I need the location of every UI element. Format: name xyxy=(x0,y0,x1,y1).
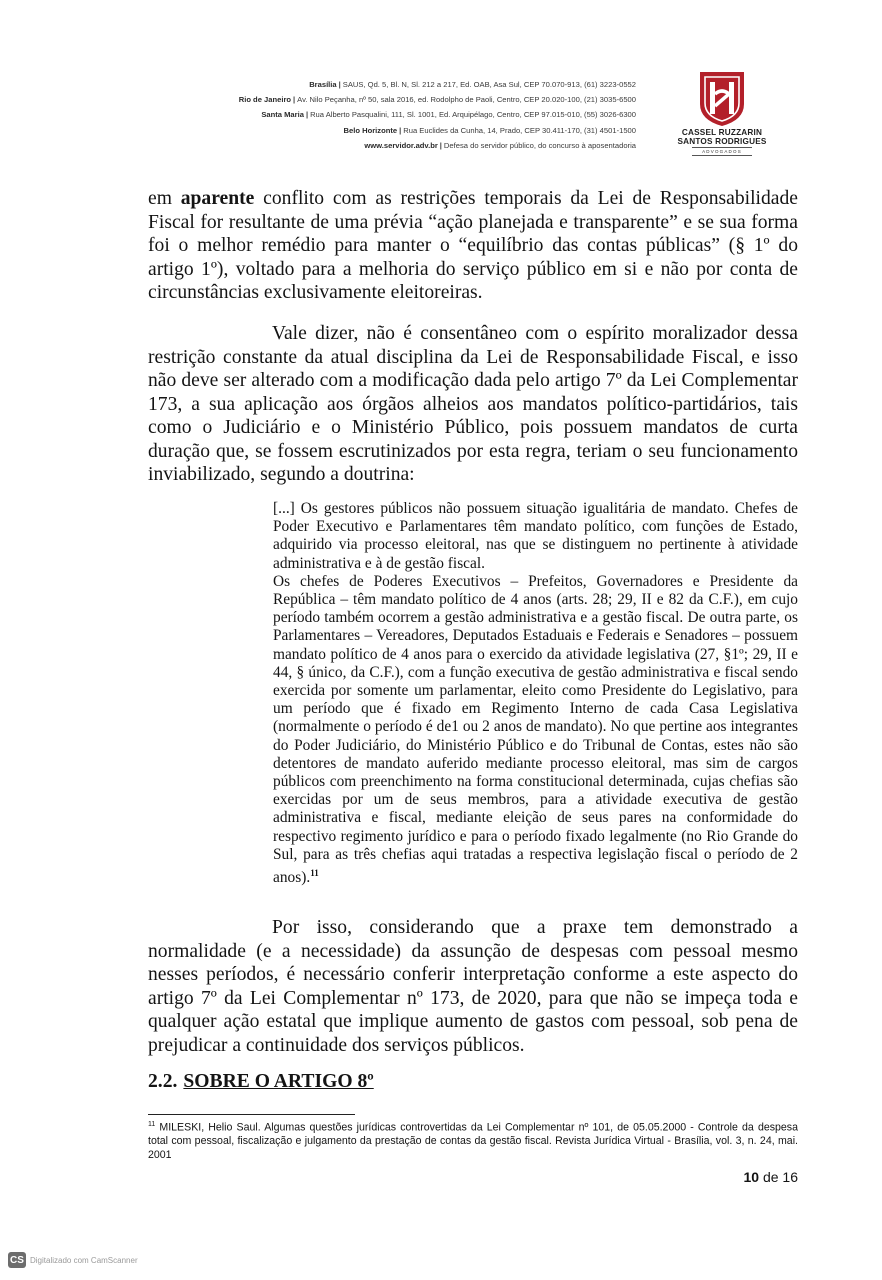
website-line: www.servidor.adv.br | Defesa do servidor público, do concurso à aposentadoria xyxy=(364,140,636,150)
footnote-number: 11 xyxy=(148,1121,156,1128)
paragraph-3: Por isso, considerando que a praxe tem demonstrado a normalidade (e a necessidade) da assunção de despesas com pessoal mesmo nesses períodos, é necessário conferir interpretação conforme a este aspecto do artigo 7º da Lei Complementar nº 173, de 2020, para que não se impeça toda e qualquer ação estatal que implique aumento de gastos com pessoal, sob pena de prejudicar a continuidade dos serviços públicos. xyxy=(148,917,798,1056)
quote-paragraph-1: [...] Os gestores públicos não possuem situação igualitária de mandato. Chefes de Poder Executivo e Parlamentares têm mandato político, com funções de Estado, adquirido via processo eleitoral, nas que se distinguem no pertinente à atividade administrativa e à de gestão fiscal. xyxy=(273,500,798,572)
page-number: 10 de 16 xyxy=(743,1169,798,1185)
logo-line-3: ADVOGADOS xyxy=(692,147,752,156)
shield-logo-icon xyxy=(697,70,747,128)
logo-line-2: SANTOS RODRIGUES xyxy=(677,137,767,146)
scanner-label: Digitalizado com CamScanner xyxy=(30,1255,138,1265)
emphasis-text: aparente xyxy=(180,188,255,209)
logo-line-1: CASSEL RUZZARIN xyxy=(681,128,763,137)
footnote-reference[interactable]: 11 xyxy=(310,868,319,879)
current-page: 10 xyxy=(743,1169,760,1185)
footnote: $^{11}$ MILESKI, Helio Saul. Algumas questões jurídicas controvertidas da Lei Complementar nº 101, de 05.05.2000 - Controle da despesa total com pessoal, fiscalização e julgamento da prestação de contas da gestão fiscal. Revista Jurídica Virtual - Brasília, vol. 3, n. 24, mai. 2001 xyxy=(148,1121,798,1161)
address-line: Rio de Janeiro | Av. Nilo Peçanha, nº 50, sala 2016, ed. Rodolpho de Paoli, Centro, CEP 20.020-100, (21) 3035-6500 xyxy=(238,95,636,105)
footnote-divider xyxy=(148,1114,355,1115)
quote-paragraph-2: Os chefes de Poderes Executivos – Prefeitos, Governadores e Presidente da República – têm mandato político de 4 anos (arts. 28; 29, II e 82 da C.F.), em cujo período também ocorrem a gestão administrativa e a gestão fiscal. De outra parte, os Parlamentares – Vereadores, Deputados Estaduais e Federais e Senadores – possuem mandato político de 4 anos para o exercido da atividade legislativa (27, §1º; 29, II e 44, § único, da C.F.), com a função executiva de gestão administrativa e fiscal sendo exercida por somente um parlamentar, eleito como Presidente do Legislativo, para um período que é fixado em Regimento Interno de cada Casa Legislativa (normalmente o período é de1 ou 2 anos de mandato). No que pertine aos integrantes do Poder Judiciário, do Ministério Público e do Tribunal de Contas, estes não são detentores de mandato auferido mediante processo eleitoral, mas sim de cargos públicos com preenchimento na forma constitucional determinada, cujas chefias são exercidas por um de seus membros, para a atividade executiva de gestão administrativa e fiscal, mediante eleição de seus pares na conformidade do respectivo regimento jurídico e para o período fixado legalmente (no Rio Grande do Sul, para as três chefias aqui tratadas a respectiva legislação fiscal o período de 2 anos).$^{11}$ xyxy=(273,572,798,887)
address-line: Brasília | SAUS, Qd. 5, Bl. N, Sl. 212 a 217, Ed. OAB, Asa Sul, CEP 70.070-913, (61) 3223-0552 xyxy=(309,80,636,89)
scanner-watermark xyxy=(8,1252,138,1268)
block-quote xyxy=(273,500,798,887)
address-line: Santa Maria | Rua Alberto Pasqualini, 111, Sl. 1001, Ed. Arquipélago, Centro, CEP 97.015-010, (55) 3026-6300 xyxy=(261,110,636,120)
address-line: Belo Horizonte | Rua Euclides da Cunha, 14, Prado, CEP 30.411-170, (31) 4501-1500 xyxy=(343,125,636,135)
camscanner-logo-icon: CS xyxy=(8,1252,26,1268)
firm-logo xyxy=(672,70,772,156)
section-number: 2.2. xyxy=(148,1071,178,1092)
letterhead-addresses xyxy=(96,77,636,153)
paragraph-2: Vale dizer, não é consentâneo com o espírito moralizador dessa restrição constante da atual disciplina da Lei de Responsabilidade Fiscal, e isso não deve ser alterado com a modificação dada pelo artigo 7º da Lei Complementar 173, a sua aplicação aos órgãos alheios aos mandatos político-partidários, tais como o Judiciário e o Ministério Público, pois possuem mandatos de curta duração que, se fossem escrutinizados por esta regra, teriam o seu funcionamento inviabilizado, segundo a doutrina: xyxy=(148,323,798,485)
section-heading xyxy=(148,1071,374,1093)
section-title: SOBRE O ARTIGO 8º xyxy=(183,1071,374,1092)
paragraph-1: em aparente conflito com as restrições temporais da Lei de Responsabilidade Fiscal for resultante de uma prévia “ação planejada e transparente” e se sua forma foi o melhor remédio para manter o “equilíbrio das contas públicas” (§ 1º do artigo 1º), voltado para a melhoria do serviço público em si e não por conta de circunstâncias exclusivamente eleitoreiras. xyxy=(148,188,798,303)
total-pages: 16 xyxy=(782,1169,798,1185)
